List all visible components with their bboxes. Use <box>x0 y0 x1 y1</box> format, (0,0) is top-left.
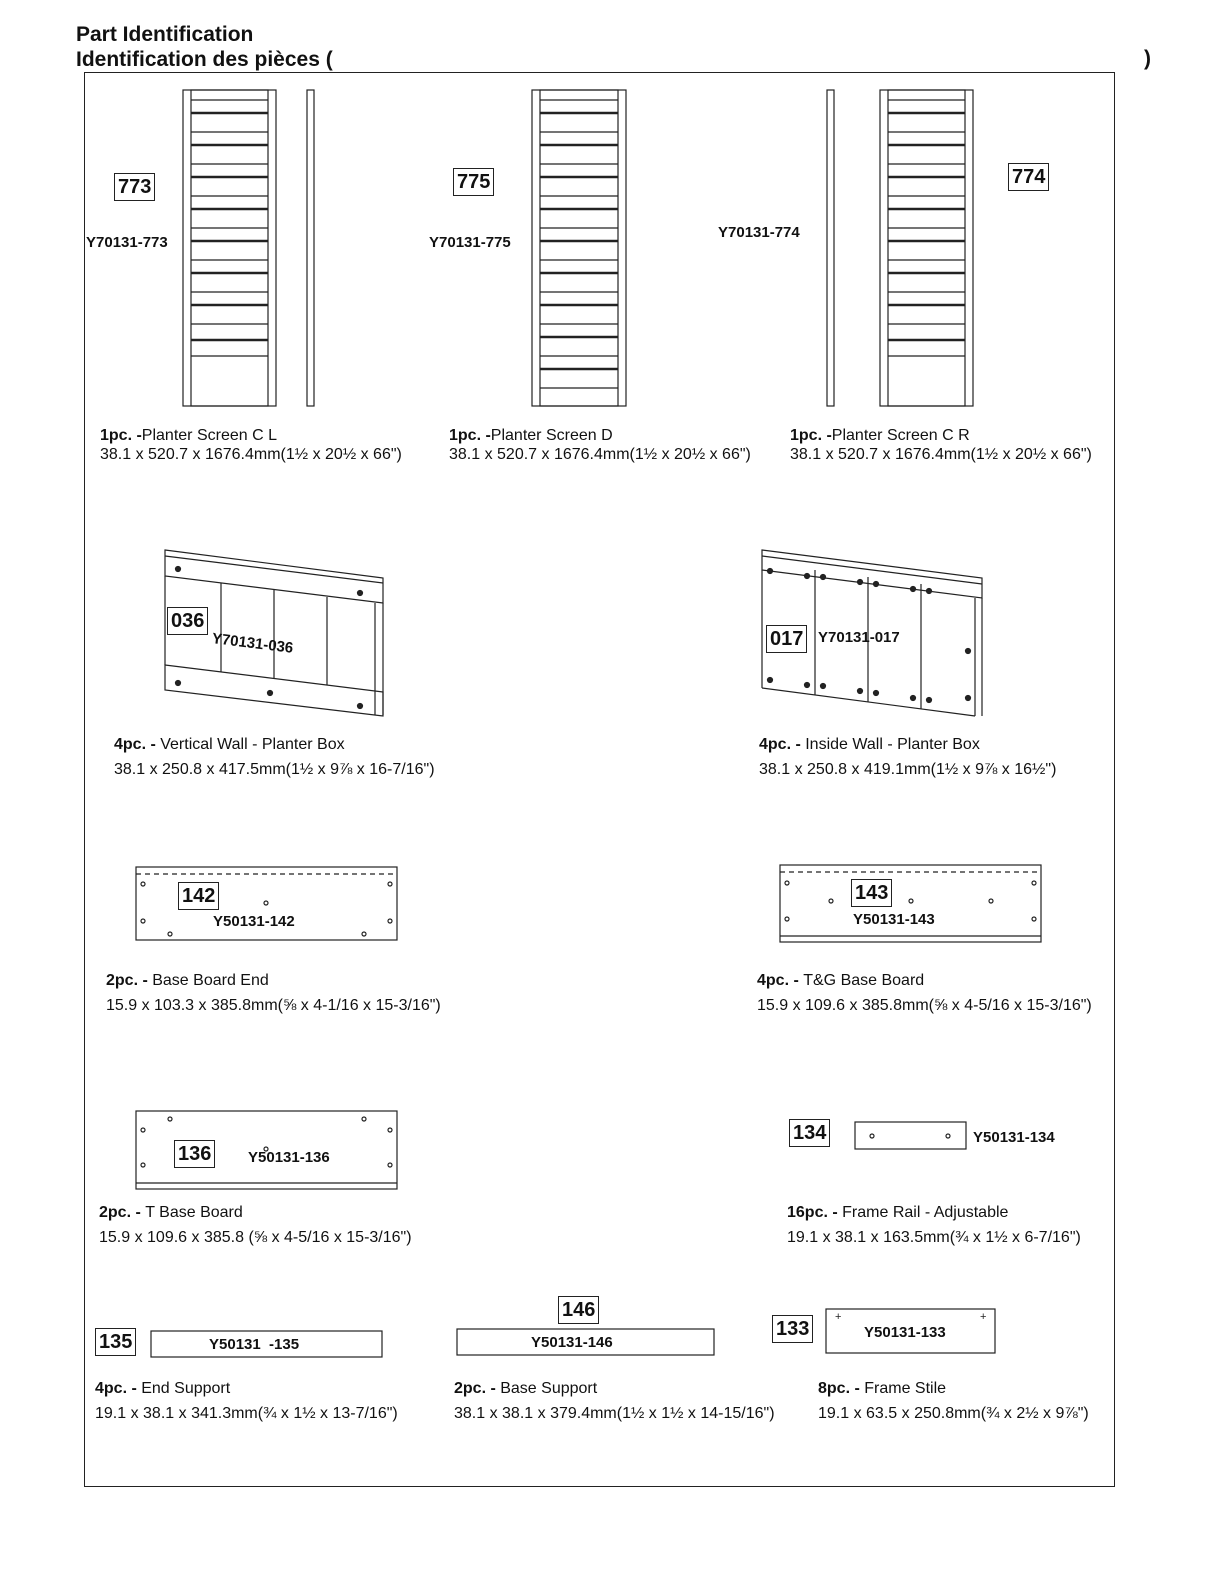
dimensions: 15.9 x 109.6 x 385.8mm(⅝ x 4-5/16 x 15-3/16") <box>757 997 1092 1014</box>
part-name: Planter Screen C R <box>831 427 970 444</box>
part-code-142: Y50131-142 <box>213 913 295 930</box>
part-number-775: 775 <box>453 168 494 196</box>
qty: 2pc. - <box>106 972 153 989</box>
screen-774-drawing <box>827 90 973 406</box>
caption-773 <box>100 426 402 464</box>
part-name: Planter Screen C L <box>141 427 277 444</box>
svg-text:+: + <box>980 1311 987 1323</box>
part-code-017: Y70131-017 <box>818 629 900 646</box>
part-name: Frame Stile <box>864 1380 947 1397</box>
part-code-143: Y50131-143 <box>853 911 935 928</box>
qty: 1pc. - <box>449 427 491 444</box>
qty: 4pc. - <box>95 1380 142 1397</box>
part-code-036: Y70131-036 <box>210 630 295 657</box>
dimensions: 19.1 x 38.1 x 163.5mm(¾ x 1½ x 6-7/16") <box>787 1229 1081 1246</box>
part-number-774: 774 <box>1008 163 1049 191</box>
part-number-142: 142 <box>178 882 219 910</box>
caption-133 <box>818 1376 1089 1426</box>
part-number-146: 146 <box>558 1296 599 1324</box>
part-number-036: 036 <box>167 607 208 635</box>
part-code-146: Y50131-146 <box>531 1334 613 1351</box>
qty: 4pc. - <box>757 972 804 989</box>
part-name: T&G Base Board <box>803 972 925 989</box>
dimensions: 38.1 x 520.7 x 1676.4mm(1½ x 20½ x 66") <box>790 446 1092 463</box>
screen-775-drawing <box>532 90 626 406</box>
caption-135 <box>95 1376 398 1426</box>
qty: 8pc. - <box>818 1380 865 1397</box>
part-number-134: 134 <box>789 1119 830 1147</box>
qty: 2pc. - <box>454 1380 501 1397</box>
caption-134 <box>787 1200 1081 1250</box>
part-code-134: Y50131-134 <box>973 1129 1055 1146</box>
part-name: Vertical Wall - Planter Box <box>160 736 345 753</box>
caption-774 <box>790 426 1092 464</box>
part-code-133: Y50131-133 <box>864 1324 946 1341</box>
frame-rail-134-drawing <box>855 1122 966 1149</box>
tg-base-board-143-drawing <box>780 865 1041 942</box>
qty: 2pc. - <box>99 1204 146 1221</box>
qty: 1pc. - <box>100 427 142 444</box>
qty: 4pc. - <box>114 736 161 753</box>
caption-143 <box>757 968 1092 1018</box>
part-number-773: 773 <box>114 173 155 201</box>
caption-775 <box>449 426 751 464</box>
part-name: Frame Rail - Adjustable <box>842 1204 1009 1221</box>
dimensions: 15.9 x 103.3 x 385.8mm(⅝ x 4-1/16 x 15-3/16") <box>106 997 441 1014</box>
title-english: Part Identification <box>76 23 254 46</box>
part-number-136: 136 <box>174 1140 215 1168</box>
caption-017 <box>759 732 1056 782</box>
caption-142 <box>106 968 441 1018</box>
part-number-133: 133 <box>772 1315 813 1343</box>
svg-text:+: + <box>835 1311 842 1323</box>
qty: 16pc. - <box>787 1204 843 1221</box>
part-name: Base Board End <box>152 972 269 989</box>
part-code-135: Y50131 -135 <box>209 1336 300 1353</box>
caption-136 <box>99 1200 412 1250</box>
title-french: Identification des pièces ( <box>76 48 333 71</box>
part-code-773: Y70131-773 <box>86 234 168 251</box>
part-name: Base Support <box>500 1380 598 1397</box>
part-code-136: Y50131-136 <box>248 1149 330 1166</box>
part-code-775: Y70131-775 <box>429 234 511 251</box>
part-number-017: 017 <box>766 625 807 653</box>
qty: 1pc. - <box>790 427 832 444</box>
part-code-774: Y70131-774 <box>718 224 800 241</box>
dimensions: 38.1 x 250.8 x 419.1mm(1½ x 9⅞ x 16½") <box>759 761 1057 778</box>
part-name: Planter Screen D <box>490 427 613 444</box>
part-number-143: 143 <box>851 879 892 907</box>
caption-036 <box>114 732 435 782</box>
dimensions: 19.1 x 38.1 x 341.3mm(¾ x 1½ x 13-7/16") <box>95 1405 398 1422</box>
dimensions: 38.1 x 250.8 x 417.5mm(1½ x 9⅞ x 16-7/16") <box>114 761 435 778</box>
dimensions: 38.1 x 520.7 x 1676.4mm(1½ x 20½ x 66") <box>100 446 402 463</box>
dimensions: 38.1 x 520.7 x 1676.4mm(1½ x 20½ x 66") <box>449 446 751 463</box>
part-name: T Base Board <box>145 1204 243 1221</box>
part-name: Inside Wall - Planter Box <box>805 736 980 753</box>
dimensions: 38.1 x 38.1 x 379.4mm(1½ x 1½ x 14-15/16") <box>454 1405 775 1422</box>
part-name: End Support <box>141 1380 231 1397</box>
dimensions: 15.9 x 109.6 x 385.8 (⅝ x 4-5/16 x 15-3/16") <box>99 1229 412 1246</box>
qty: 4pc. - <box>759 736 806 753</box>
title-close-paren: ) <box>1144 47 1151 70</box>
dimensions: 19.1 x 63.5 x 250.8mm(¾ x 2½ x 9⅞") <box>818 1405 1089 1422</box>
screen-773-drawing <box>183 90 314 406</box>
caption-146 <box>454 1376 775 1426</box>
part-number-135: 135 <box>95 1328 136 1356</box>
